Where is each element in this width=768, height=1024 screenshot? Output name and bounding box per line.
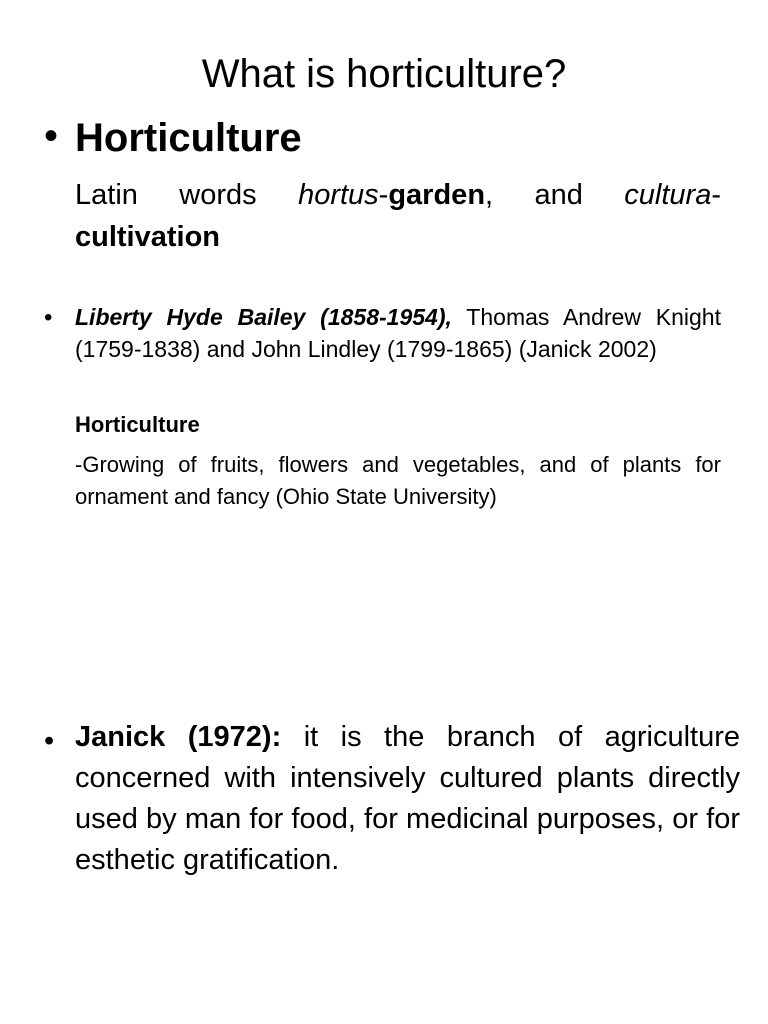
dash: - [711, 179, 722, 211]
latin-word-cultura: cultura [624, 179, 712, 211]
ohio-definition: -Growing of fruits, flowers and vegetables, and of plants for ornament and fancy (Ohio State University) [75, 452, 721, 509]
latin-prefix: Latin words [75, 179, 299, 211]
janick-definition [75, 717, 740, 881]
bailey-name: Liberty Hyde Bailey (1858-1954), [75, 304, 452, 330]
pioneers-rest: Thomas Andrew Knight (1759-1838) and John Lindley (1799-1865) (Janick 2002) [75, 304, 721, 362]
latin-word-hortus: hortus [298, 179, 379, 211]
bullet-marker: • [44, 304, 53, 331]
slide-title: What is horticulture? [201, 52, 567, 96]
meaning-cultivation: cultivation [75, 221, 221, 253]
pioneers-paragraph [75, 301, 721, 365]
latin-etymology [75, 174, 721, 258]
janick-citation: Janick (1972): [75, 721, 282, 753]
meaning-garden: garden [388, 179, 486, 211]
bullet-marker: • [44, 725, 55, 757]
bullet-marker: • [44, 114, 59, 158]
janick-text: it is the branch of agriculture concerned with intensively cultured plants directly used by man for food, for medicinal purposes, or for esthetic gratification. [75, 721, 741, 876]
dash: - [378, 179, 389, 211]
section-heading-horticulture: Horticulture [75, 116, 302, 160]
connector: , and [485, 179, 625, 211]
subsection-heading: Horticulture [75, 412, 200, 437]
